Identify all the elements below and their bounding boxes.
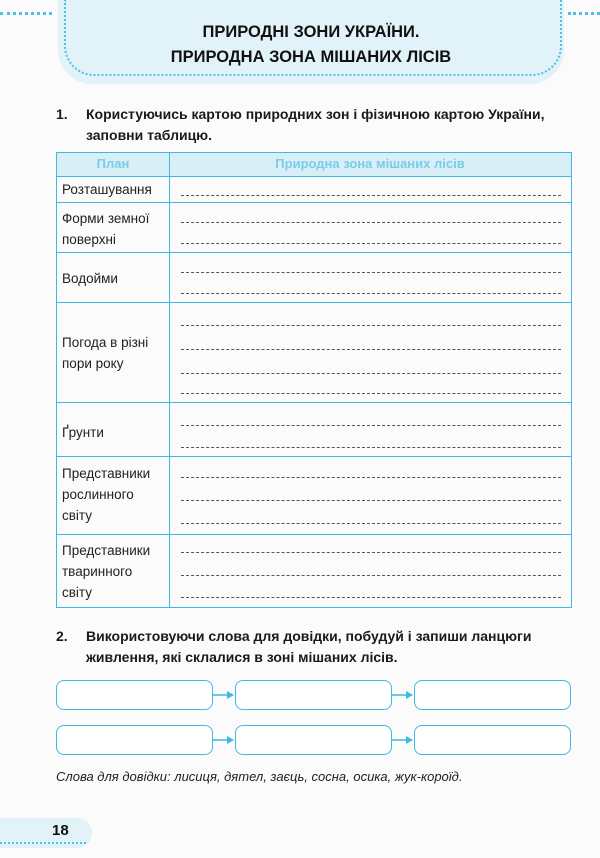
answer-line[interactable]: [181, 243, 561, 244]
food-chain-box[interactable]: [56, 725, 213, 755]
arrow-right-icon: [392, 734, 414, 746]
row-label-water: Водойми: [62, 271, 118, 286]
table-row: [57, 253, 571, 303]
answer-line[interactable]: [181, 597, 561, 598]
reference-words: Слова для довідки: лисиця, дятел, заєць, сосна, осика, жук-короїд.: [56, 769, 463, 784]
decorative-dots-right: [568, 12, 600, 15]
answer-line[interactable]: [181, 349, 561, 350]
arrow-right-icon: [213, 689, 235, 701]
answer-line[interactable]: [181, 477, 561, 478]
table-row: [57, 203, 571, 253]
page-title-line1: ПРИРОДНІ ЗОНИ УКРАЇНИ.: [202, 23, 420, 41]
arrow-right-icon: [213, 734, 235, 746]
table-row: [57, 303, 571, 403]
answer-line[interactable]: [181, 222, 561, 223]
answer-line[interactable]: [181, 325, 561, 326]
answer-line[interactable]: [181, 195, 561, 196]
table-row: [57, 403, 571, 457]
food-chain-box[interactable]: [414, 680, 571, 710]
table-header: [57, 153, 571, 177]
answer-line[interactable]: [181, 552, 561, 553]
page-number-dots: [0, 842, 86, 844]
table-row: [57, 457, 571, 535]
answer-line[interactable]: [181, 373, 561, 374]
answer-line[interactable]: [181, 523, 561, 524]
page-number: 18: [52, 822, 69, 839]
food-chain-box[interactable]: [414, 725, 571, 755]
task-1-text: Користуючись картою природних зон і фізичною картою України, заповни таблицю.: [86, 106, 545, 143]
answer-line[interactable]: [181, 293, 561, 294]
answer-line[interactable]: [181, 393, 561, 394]
food-chain-box[interactable]: [235, 680, 392, 710]
row-label-weather: Погода в різні пори року: [62, 335, 149, 371]
row-label-relief: Форми земної поверхні: [62, 211, 150, 247]
zone-table: [56, 152, 572, 608]
row-label-soils: Ґрунти: [62, 425, 104, 440]
row-label-location: Розташування: [62, 182, 152, 197]
page-title-line2: ПРИРОДНА ЗОНА МІШАНИХ ЛІСІВ: [170, 48, 452, 66]
task-2-text: Використовуючи слова для довідки, побудуй і запиши ланцюги живлення, які склалися в зоні мішаних лісів.: [86, 628, 532, 665]
answer-line[interactable]: [181, 575, 561, 576]
answer-line[interactable]: [181, 425, 561, 426]
decorative-dots-left: [0, 12, 52, 15]
row-label-fauna: Представники тваринного світу: [62, 543, 151, 600]
answer-line[interactable]: [181, 272, 561, 273]
food-chain-box[interactable]: [56, 680, 213, 710]
food-chain-box[interactable]: [235, 725, 392, 755]
table-header-plan: План: [96, 156, 130, 171]
table-header-zone: Природна зона мішаних лісів: [275, 156, 465, 171]
answer-line[interactable]: [181, 500, 561, 501]
table-row: [57, 177, 571, 203]
answer-line[interactable]: [181, 447, 561, 448]
page-title: [70, 20, 552, 70]
task-1-number: 1.: [56, 106, 68, 122]
table-row: [57, 535, 571, 606]
task-2-number: 2.: [56, 628, 68, 644]
arrow-right-icon: [392, 689, 414, 701]
row-label-flora: Представники рослинного світу: [62, 466, 151, 523]
